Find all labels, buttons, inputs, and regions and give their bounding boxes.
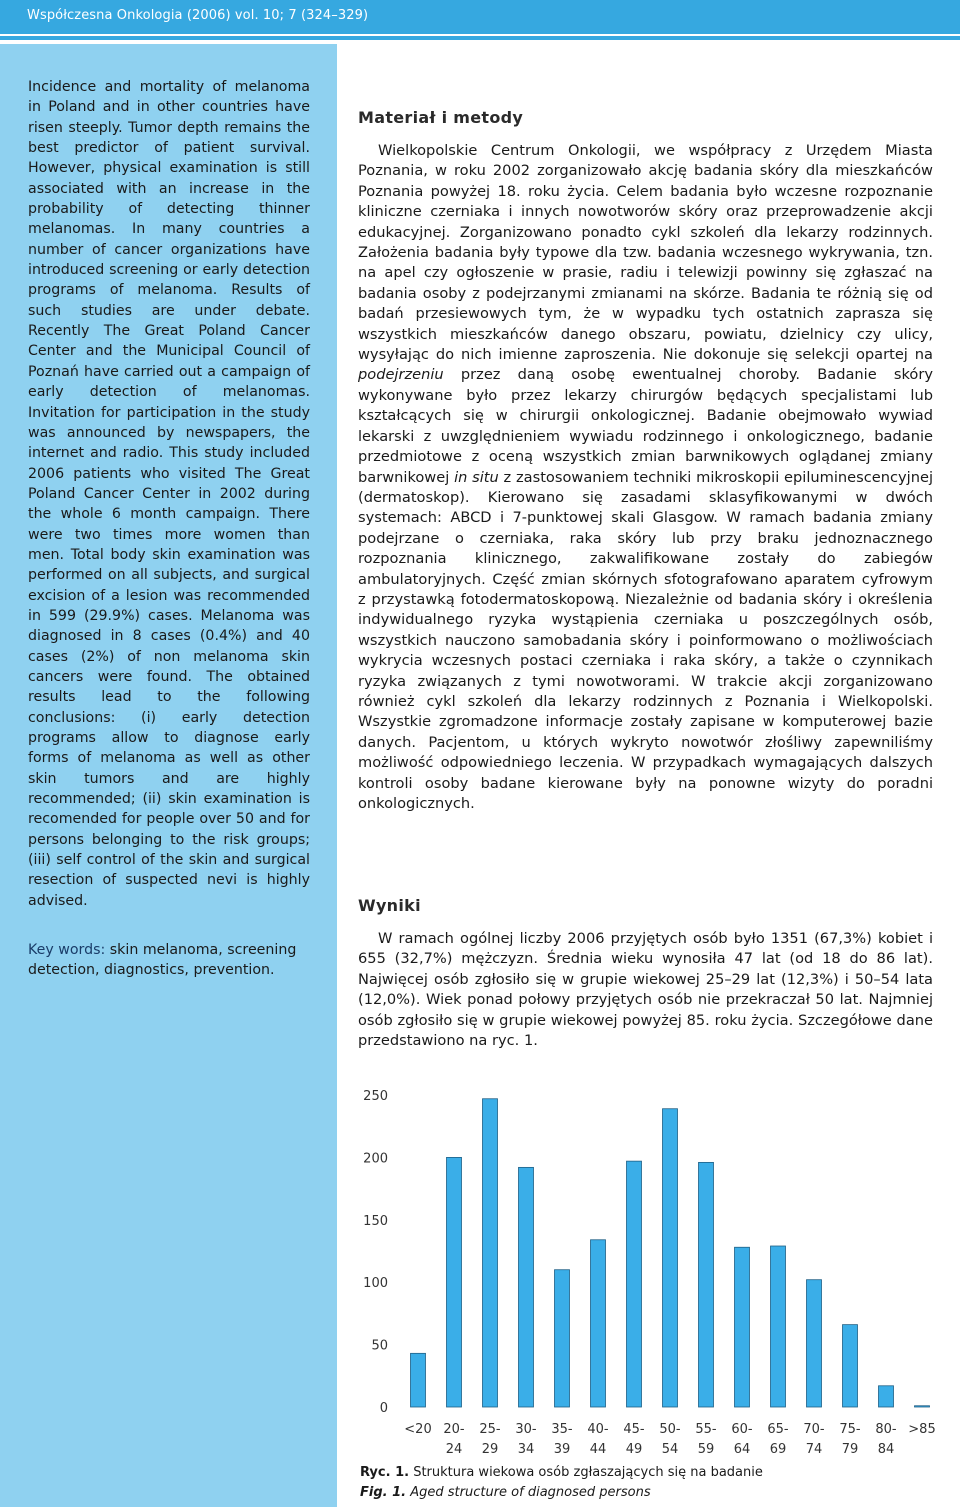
methods-emphasis-2: in situ xyxy=(454,468,499,486)
x-tick-label: >85 xyxy=(908,1422,936,1437)
y-tick-label: 250 xyxy=(363,1089,388,1104)
x-tick-label: 30- xyxy=(515,1422,537,1437)
keywords-label: Key words: xyxy=(28,942,106,958)
x-tick-label: 70- xyxy=(803,1422,825,1437)
x-tick-label-line2: 44 xyxy=(589,1442,607,1457)
bar-3 xyxy=(519,1167,534,1407)
x-tick-label-line2: 79 xyxy=(841,1442,859,1457)
bar-9 xyxy=(735,1247,750,1407)
bar-6 xyxy=(627,1161,642,1407)
x-tick-label-line2: 54 xyxy=(661,1442,679,1457)
x-tick-label-line2: 84 xyxy=(877,1442,895,1457)
x-tick-label-line2: 34 xyxy=(517,1442,535,1457)
figure-caption-en xyxy=(360,1485,651,1500)
journal-header-bar xyxy=(0,0,960,34)
x-tick-label-line2: 69 xyxy=(769,1442,787,1457)
methods-paragraph xyxy=(358,141,933,814)
bar-1 xyxy=(447,1157,462,1407)
x-tick-label: 65- xyxy=(767,1422,789,1437)
bar-5 xyxy=(591,1240,606,1407)
y-tick-label: 200 xyxy=(363,1151,388,1167)
keywords xyxy=(28,940,310,981)
x-tick-label: 35- xyxy=(551,1422,573,1437)
y-tick-label: 50 xyxy=(371,1338,388,1354)
methods-text-part-1: Wielkopolskie Centrum Onkologii, we współpracy z Urzędem Miasta Poznania, w roku 2002 zorganizowało akcję badania skóry dla mieszkańców Poznania powyżej 18. roku życia. Celem badania było wczesne rozpoznanie kliniczne czerniaka i innych nowotworów skóry oraz przeprowadzenie akcji edukacyjnej. Zorganizowano ponadto cykl szkoleń dla lekarzy rodzinnych. Założenia badania były typowe dla tzw. badania wczesnego wykrywania, tzn. na apel czy ogłoszenie w prasie, radiu i telewizji powinny się zgłaszać na badania osoby z podejrzanymi zmianami na skórze. Badania te różnią się od badań przesiewowych tym, że w wypadku tych ostatnich zaprasza się wszystkich mieszkańców danego obszaru, powiatu, dzielnicy czy ulicy, wysyłając do nich imienne zaproszenia. Nie dokonuje się selekcji opartej na xyxy=(358,142,933,364)
y-tick-label: 0 xyxy=(379,1401,388,1416)
age-structure-chart xyxy=(340,1080,960,1460)
x-tick-label: 50- xyxy=(659,1422,681,1437)
bar-4 xyxy=(555,1270,570,1407)
bar-12 xyxy=(843,1325,858,1407)
caption-en-label: Fig. 1. xyxy=(360,1485,407,1500)
caption-pl-label: Ryc. 1. xyxy=(360,1465,410,1480)
x-tick-label: 20- xyxy=(443,1422,465,1437)
caption-pl-text: Struktura wiekowa osób zgłaszających się na badanie xyxy=(409,1465,763,1480)
abstract-text: Incidence and mortality of melanoma in Poland and in other countries have risen steeply. Tumor depth remains the best predictor of patient survival. However, physical examination is still associated with an increase in the probability of detecting thinner melanomas. In many countries a number of cancer organizations have introduced screening or early detection programs of melanoma. Results of such studies are under debate. Recently The Great Poland Cancer Center and the Municipal Council of Poznań have carried out a campaign of early detection of melanomas. Invitation for participation in the study was announced by newspapers, the internet and radio. This study included 2006 patients who visited The Great Poland Cancer Center in 2002 during the whole 6 month campaign. There were two times more women than men. Total body skin examination was performed on all subjects, and surgical excision of a lesion was recommended in 599 (29.9%) cases. Melanoma was diagnosed in 8 cases (0.4%) and 40 cases (2%) of non melanoma skin cancers were found. The obtained results lead to the following conclusions: (i) early detection programs allow to diagnose early forms of melanoma as well as other skin tumors and are highly recommended; (ii) skin examination is recomended for people over 50 and for persons belonging to the risk groups; (iii) self control of the skin and surgical resection of suspected nevi is highly advised. xyxy=(28,79,310,909)
x-tick-label: 40- xyxy=(587,1422,609,1437)
x-tick-label-line2: 39 xyxy=(553,1442,571,1457)
bar-13 xyxy=(879,1386,894,1407)
y-tick-label: 150 xyxy=(363,1213,388,1229)
bar-8 xyxy=(699,1162,714,1407)
bar-14 xyxy=(915,1406,930,1407)
x-tick-label: 80- xyxy=(875,1422,897,1437)
x-tick-label: 45- xyxy=(623,1422,645,1437)
results-heading: Wyniki xyxy=(358,896,421,915)
x-tick-label-line2: 49 xyxy=(625,1442,643,1457)
x-tick-label-line2: 64 xyxy=(733,1442,751,1457)
x-tick-label: 60- xyxy=(731,1422,753,1437)
x-tick-label: <20 xyxy=(404,1422,432,1437)
header-divider xyxy=(0,36,960,40)
bar-10 xyxy=(771,1246,786,1407)
x-tick-label: 55- xyxy=(695,1422,717,1437)
x-tick-label-line2: 59 xyxy=(697,1442,715,1457)
keywords-text: skin melanoma, screening detection, diagnostics, prevention. xyxy=(28,942,297,979)
methods-emphasis-1: podejrzeniu xyxy=(358,366,444,384)
bar-2 xyxy=(483,1099,498,1407)
results-paragraph: W ramach ogólnej liczby 2006 przyjętych osób było 1351 (67,3%) kobiet i 655 (32,7%) mężczyzn. Średnia wieku wynosiła 47 lat (od 18 do 86 lat). Najwięcej osób zgłosiło się w grupie wiekowej 25–29 lat (12,3%) i 50–54 lata (12,0%). Wiek ponad połowy przyjętych osób nie przekraczał 50 lat. Najmniej osób zgłosiło się w grupie wiekowej powyżej 85. roku życia. Szczegółowe dane przedstawiono na ryc. 1. xyxy=(358,930,933,1050)
journal-header-title: Współczesna Onkologia (2006) vol. 10; 7 (324–329) xyxy=(27,8,369,23)
bar-11 xyxy=(807,1280,822,1407)
x-tick-label-line2: 24 xyxy=(445,1442,463,1457)
y-tick-label: 100 xyxy=(363,1276,388,1292)
methods-heading: Materiał i metody xyxy=(358,108,524,127)
x-tick-label: 25- xyxy=(479,1422,501,1437)
x-tick-label-line2: 74 xyxy=(805,1442,823,1457)
caption-en-text: Aged structure of diagnosed persons xyxy=(406,1485,651,1500)
x-tick-label-line2: 29 xyxy=(481,1442,499,1457)
bar-0 xyxy=(411,1353,426,1407)
methods-text-part-3: z zastosowaniem techniki mikroskopii epiluminescencyjnej (dermatoskop). Kierowano się zasadami sklasyfikowanymi w dwóch systemach: ABCD i 7-punktowej skali Glasgow. W ramach badania zmiany podejrzane o czerniaka, raka skóry lub przy braku jednoznacznego rozpoznania klinicznego, zakwalifikowane zostały do zabiegów ambulatoryjnych. Część zmian skórnych sfotografowano aparatem cyfrowym z przystawką fotodermatoskopową. Niezależnie od badania skóry i określenia indywidualnego ryzyka wystąpienia czerniaka u poszczególnych osób, wszystkich nauczono samobadania skóry i poinformowano o możliwościach wykrycia wczesnych postaci czerniaka i raka skóry, a także o czynnikach ryzyka związanych z tymi nowotworami. W trakcie akcji zorganizowano również cykl szkoleń dla lekarzy rodzinnych z Poznania i Wielkopolski. Wszystkie zgromadzone informacje zostały zapisane w komputerowej bazie danych. Pacjentom, u których wykryto nowotwór złośliwy zapewniliśmy możliwość odpowiedniego leczenia. W przypadkach wymagających dalszych kontroli osoby badane kierowane były na ponowne wizyty do poradni onkologicznych. xyxy=(358,468,933,812)
figure-caption-pl xyxy=(360,1465,763,1480)
methods-text-part-2: przez daną osobę ewentualnej choroby. Badanie skóry wykonywane było przez lekarzy chirurgów będących specjalistami lub kształcących się w chirurgii onkologicznej. Badanie obejmowało wywiad lekarski z uwzględnieniem wywiadu rodzinnego i onkologicznego, badanie przedmiotowe z oceną wszystkich zmian barwnikowych oglądanej zmiany barwnikowej xyxy=(358,366,933,486)
x-tick-label: 75- xyxy=(839,1422,861,1437)
bar-7 xyxy=(663,1109,678,1407)
